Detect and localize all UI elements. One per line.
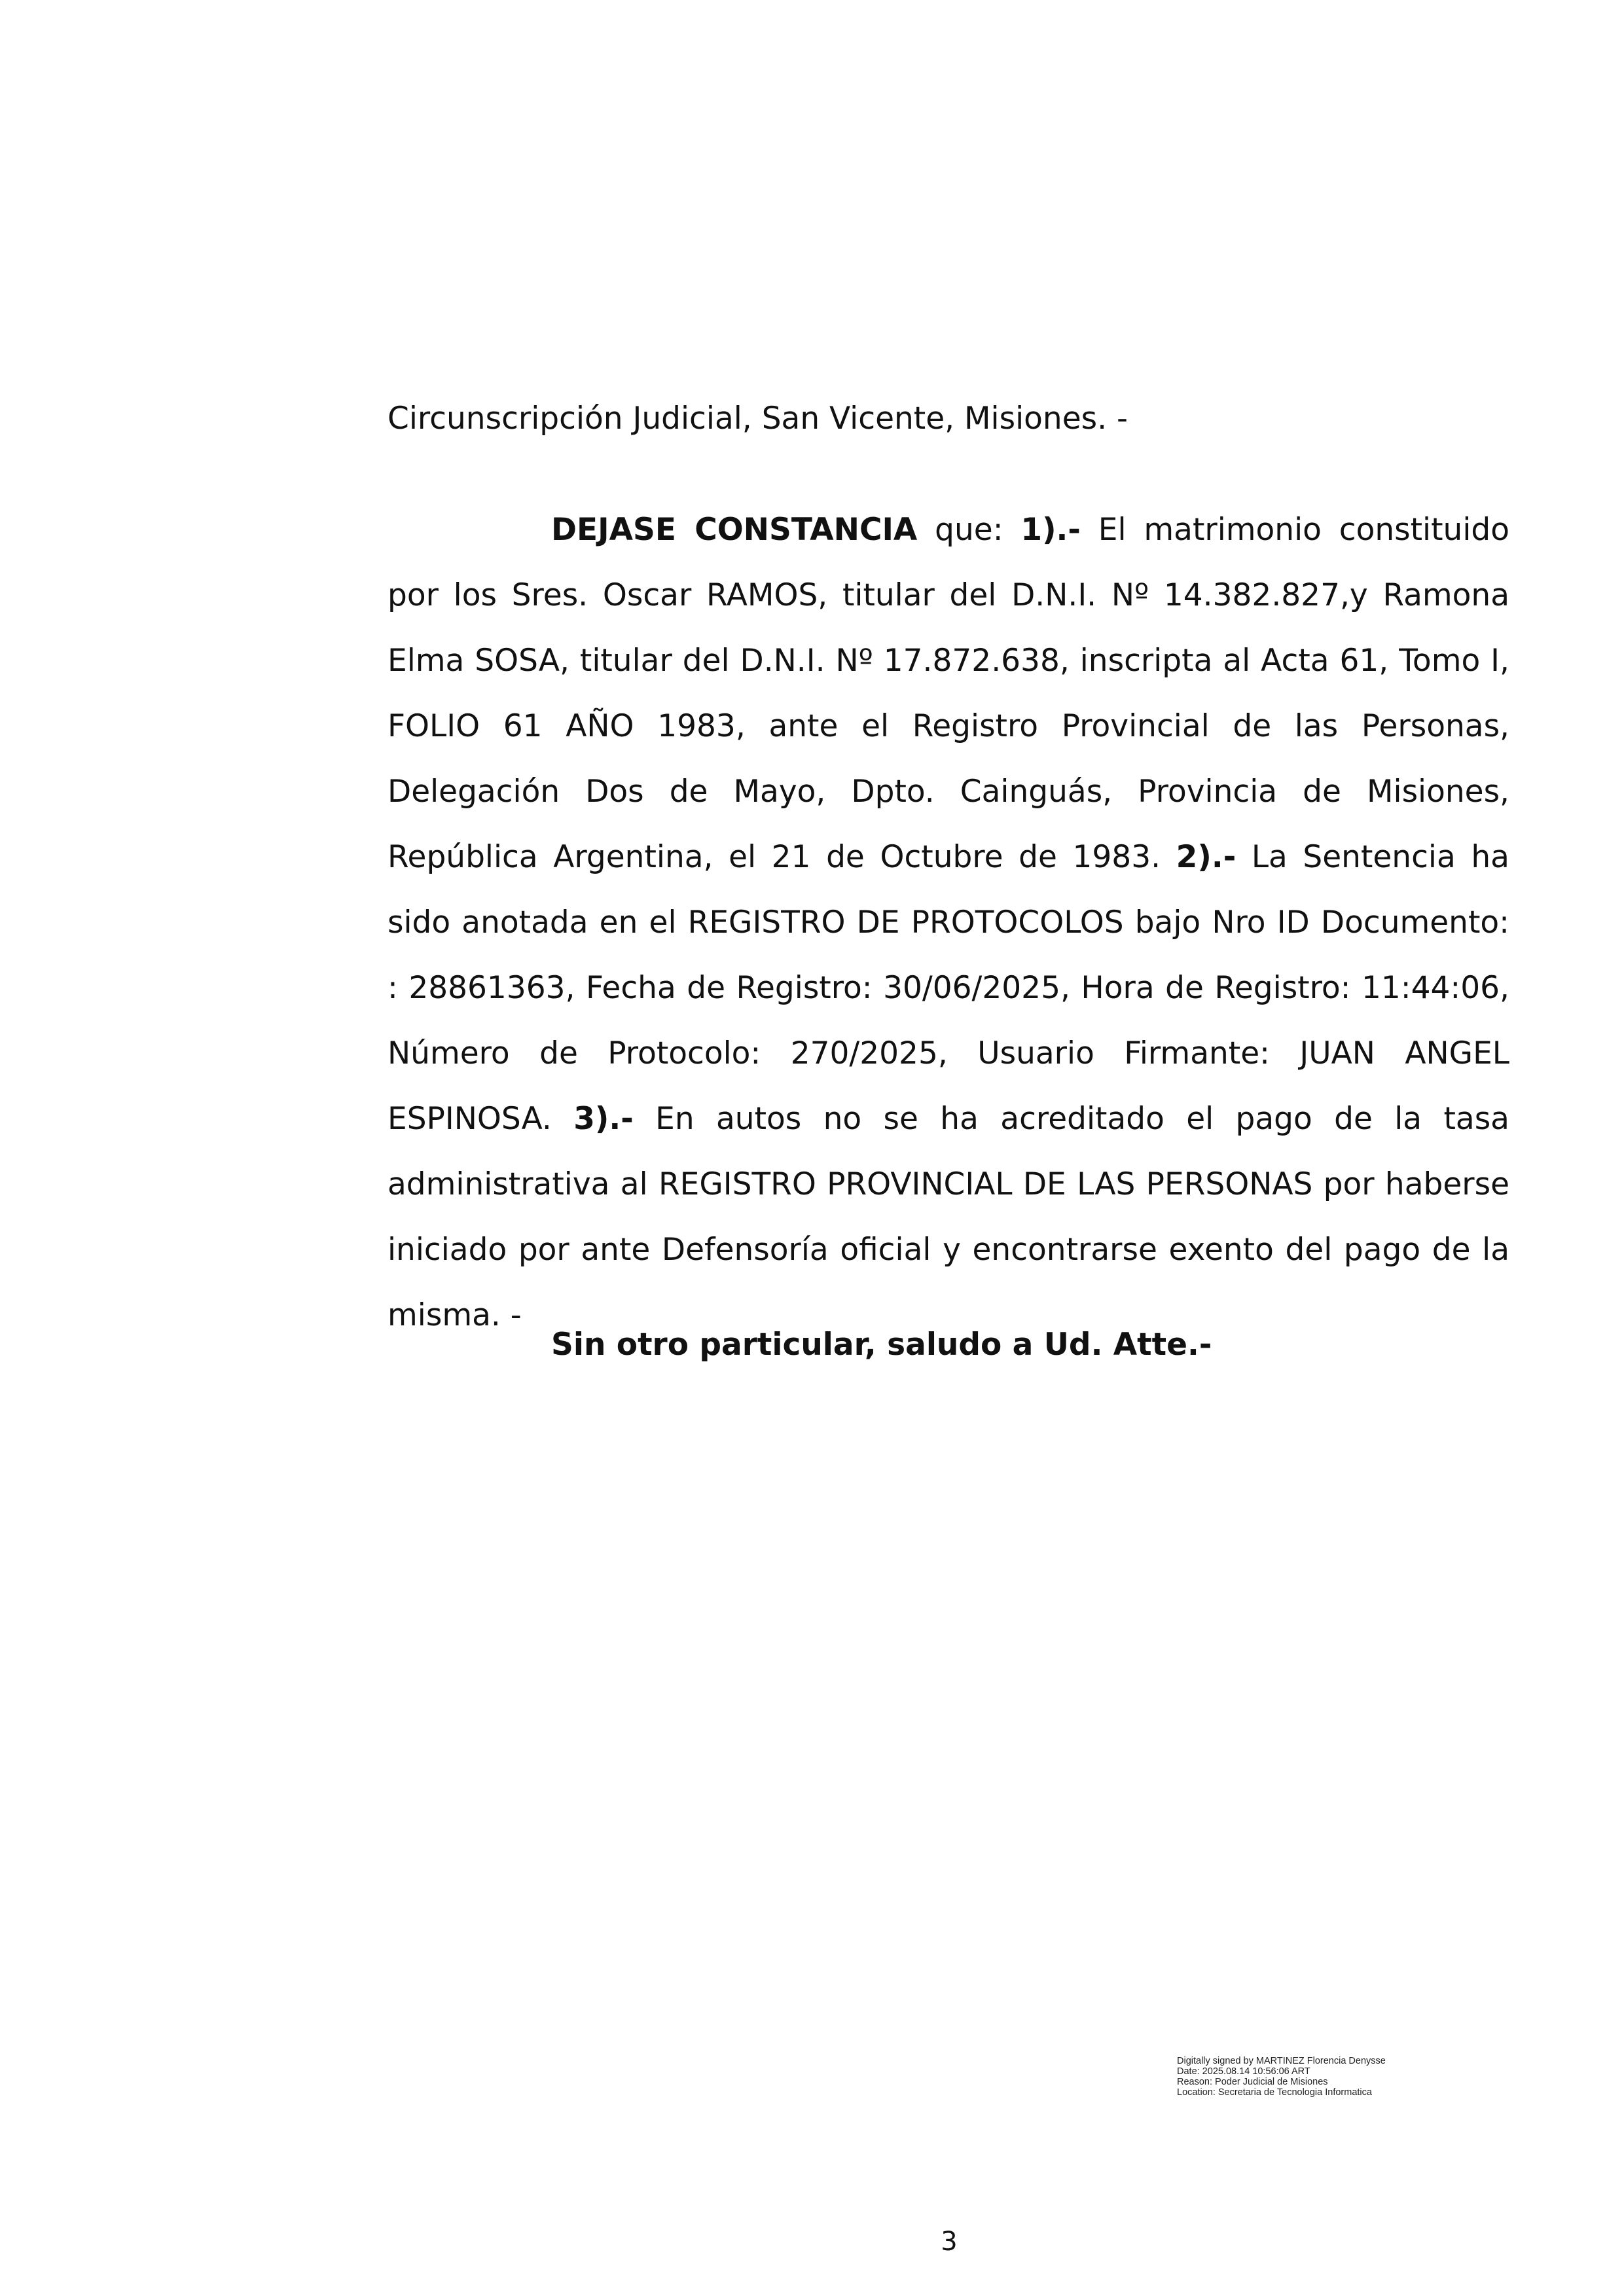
paragraph-heading: DEJASE CONSTANCIA [551, 512, 918, 548]
paragraph-text: En autos no se ha acreditado el pago de la tasa administrativa al REGISTRO PROVINCIAL DE LAS PERSONAS por haberse iniciado por ante Defensoría oficial y encontrarse exento del pago de la misma. - [388, 1101, 1509, 1333]
page-number: 3 [941, 2227, 958, 2257]
signature-signer: Digitally signed by MARTINEZ Florencia Denysse [1177, 2056, 1386, 2066]
signature-date: Date: 2025.08.14 10:56:06 ART [1177, 2066, 1310, 2077]
signature-location: Location: Secretaria de Tecnologia Informatica [1177, 2087, 1372, 2098]
paragraph-text: La Sentencia ha sido anotada en el REGISTRO DE PROTOCOLOS bajo Nro ID Documento: : 28861363, Fecha de Registro: 30/06/2025, Hora de Registro: 11:44:06, Número de Protocolo: 270/2025, Usuario Firmante: JUAN ANGEL ESPINOSA. [388, 839, 1509, 1137]
opening-line: Circunscripción Judicial, San Vicente, Misiones. - [388, 401, 1128, 437]
paragraph-text: que: [917, 512, 1021, 548]
item-marker: 2).- [1176, 839, 1236, 875]
item-marker: 1).- [1020, 512, 1081, 548]
paragraph-text: El matrimonio constituido por los Sres. Oscar RAMOS, titular del D.N.I. Nº 14.382.827,y Ramona Elma SOSA, titular del D.N.I. Nº 17.872.638, inscripta al Acta 61, Tomo I, FOLIO 61 AÑO 1983, ante el Registro Provincial de las Personas, Delegación Dos de Mayo, Dpto. Cainguás, Provincia de Misiones, República Argentina, el 21 de Octubre de 1983. [388, 512, 1509, 875]
signature-reason: Reason: Poder Judicial de Misiones [1177, 2077, 1328, 2087]
item-marker: 3).- [573, 1101, 634, 1137]
digital-signature-stamp [1177, 2056, 1393, 2098]
closing-salutation: Sin otro particular, saludo a Ud. Atte.- [551, 1327, 1212, 1363]
body-paragraph [388, 497, 1509, 1348]
